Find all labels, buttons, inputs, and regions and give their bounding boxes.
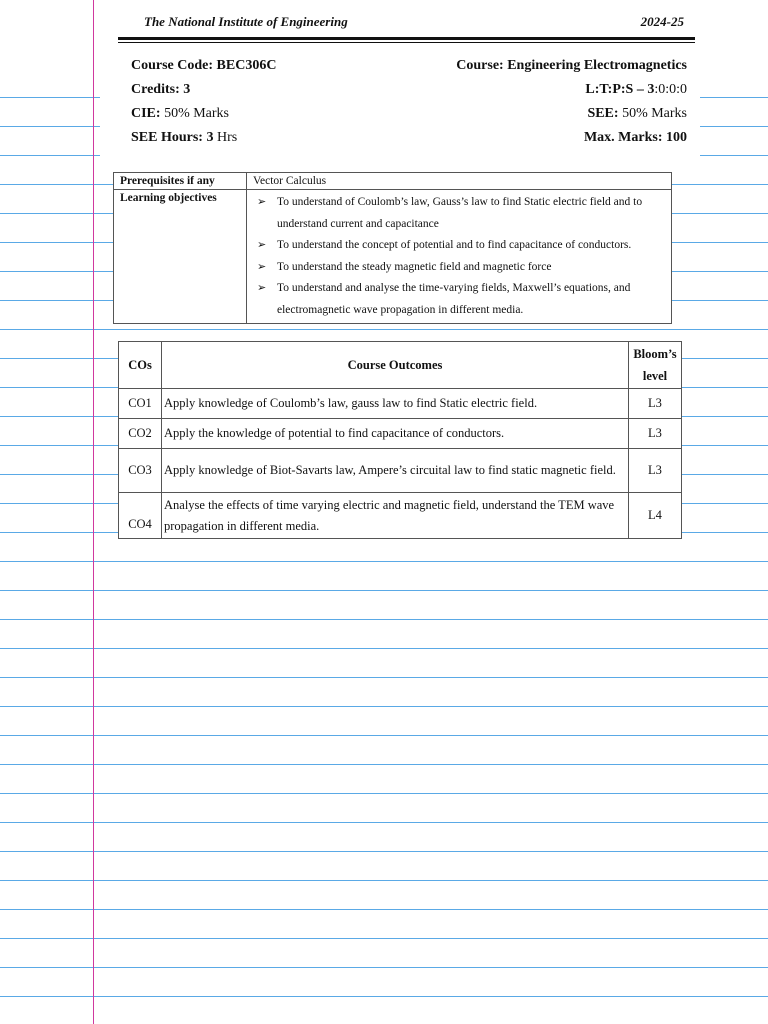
table-row [119,389,682,419]
ruling-line [0,590,768,591]
co-id: CO1 [119,389,162,419]
col-header-outcomes: Course Outcomes [162,342,629,389]
col-header-blooms [629,342,682,389]
academic-year: 2024-25 [640,14,684,29]
ruling-line [0,793,768,794]
course-name-value: Engineering Electromagnetics [503,58,687,73]
document-header [118,14,694,34]
course-code-label: Course Code: [131,58,214,73]
ruling-line [0,822,768,823]
ruling-line [0,764,768,765]
co-id: CO2 [119,419,162,449]
prerequisites-table [113,172,672,324]
learning-objectives-label: Learning objectives [114,190,247,324]
see-hours-value: Hrs [213,130,238,145]
list-item [253,278,665,321]
ruling-line [0,909,768,910]
list-item [253,192,665,235]
ruling-line [0,880,768,881]
prerequisites-row [114,173,672,190]
prerequisites-label: Prerequisites if any [114,173,247,190]
ruling-line [0,938,768,939]
arrow-bullet-icon: ➢ [257,239,267,251]
course-info-row [131,82,687,102]
co-level: L3 [629,419,682,449]
ruling-line [0,851,768,852]
margin-line [93,0,94,1024]
prerequisites-value: Vector Calculus [247,173,672,190]
arrow-bullet-icon: ➢ [257,260,267,273]
institute-name: The National Institute of Engineering [144,14,348,29]
ltps-value: :0:0:0 [654,82,687,97]
cie-label: CIE: [131,106,161,121]
ltps-label: L:T:P:S – 3 [585,82,655,97]
table-row [119,419,682,449]
course-info-row [131,130,687,150]
objectives-list [253,192,665,321]
co-level: L3 [629,389,682,419]
list-item [253,235,665,257]
ruling-line [0,967,768,968]
see-label: SEE: [587,106,619,121]
arrow-bullet-icon: ➢ [257,196,267,208]
co-id: CO4 [119,493,162,539]
objective-text: To understand and analyse the time-varying fields, Maxwell’s equations, and electromagnetic wave propagation in different media. [277,282,631,316]
objective-text: To understand the steady magnetic field and magnetic force [277,260,552,273]
arrow-bullet-icon: ➢ [257,282,267,294]
ruling-line [0,706,768,707]
table-row [119,449,682,493]
learning-objectives-row [114,190,672,324]
course-info-row [131,58,687,78]
course-info-row [131,106,687,126]
learning-objectives-cell [247,190,672,324]
ruling-line [0,677,768,678]
course-outcomes-table [118,341,682,539]
list-item [253,257,665,279]
table-header-row [119,342,682,389]
co-level: L3 [629,449,682,493]
ruling-line [0,329,768,330]
table-row [119,493,682,539]
ruling-line [0,561,768,562]
co-text: Apply knowledge of Coulomb’s law, gauss law to find Static electric field. [162,389,629,419]
course-code-value: BEC306C [213,58,277,73]
co-level: L4 [629,493,682,539]
see-hours-label: SEE Hours: 3 [131,130,214,145]
max-marks-label: Max. Marks: 100 [583,130,687,145]
co-text: Apply knowledge of Biot-Savarts law, Ampere’s circuital law to find static magnetic field. [162,449,629,493]
ruling-line [0,996,768,997]
header-rule-thick [118,37,695,40]
objective-text: To understand the concept of potential and to find capacitance of conductors. [277,239,632,251]
course-name-label: Course: [456,58,504,73]
co-id: CO3 [119,449,162,493]
ruling-line [0,648,768,649]
credits-value: 3 [179,82,191,97]
ruling-line [0,735,768,736]
blooms-header-text: Bloom’s level [633,347,677,383]
col-header-cos: COs [119,342,162,389]
ruling-line [0,619,768,620]
objective-text: To understand of Coulomb’s law, Gauss’s law to find Static electric field and to understand current and capacitance [277,196,643,230]
co-text: Analyse the effects of time varying electric and magnetic field, understand the TEM wave propagation in different media. [162,493,629,539]
co-text: Apply the knowledge of potential to find capacitance of conductors. [162,419,629,449]
cie-value: 50% Marks [160,106,229,121]
see-value: 50% Marks [618,106,687,121]
header-rule-thin [118,42,695,43]
credits-label: Credits: [131,82,180,97]
